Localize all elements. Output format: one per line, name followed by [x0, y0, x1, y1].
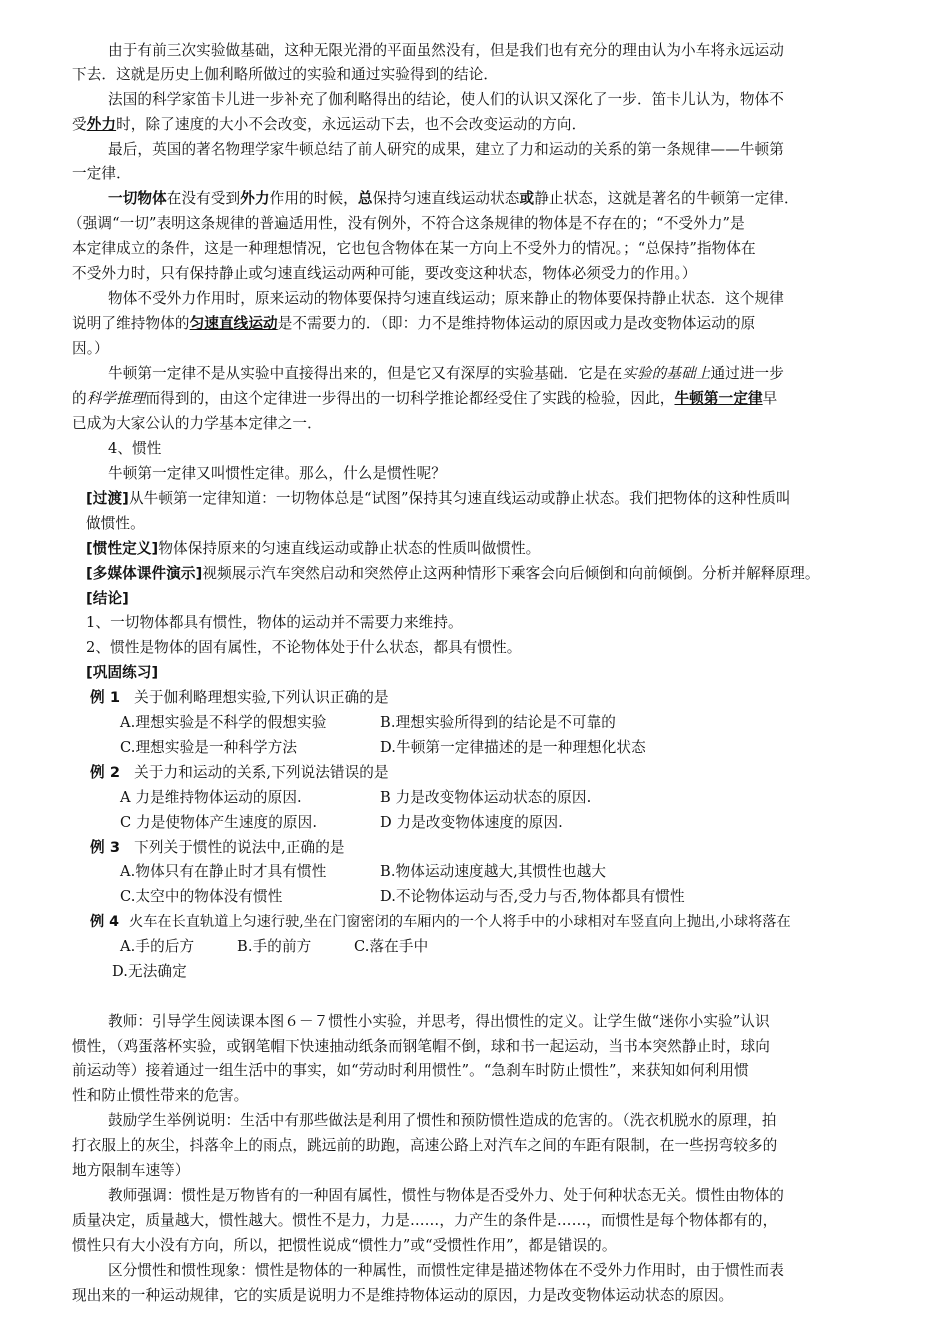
law-line2: （强调“一切”表明这条规律的普遍适用性，没有例外，不符合这条规律的物体是不存在的；“不受外力”是	[68, 215, 745, 232]
text-run: 关于力和运动的关系,下列说法错误的是	[134, 764, 389, 781]
example-3-question	[90, 838, 345, 858]
example-1-option-c: C.理想实验是一种科学方法	[120, 739, 298, 756]
example-3-option-c: C.太空中的物体没有惯性	[120, 888, 283, 905]
example-1-option-a: A.理想实验是不科学的假想实验	[120, 714, 327, 731]
text-run: 说明了维持物体的	[72, 315, 190, 332]
teacher-p1-line3: 前运动等）接着通过一组生活中的事实，如“劳动时利用惯性”。“急刹车时防止惯性”，来获知如何利用惯	[72, 1062, 749, 1079]
text-run: 的	[72, 390, 87, 407]
example-3-option-d: D.不论物体运动与否,受力与否,物体都具有惯性	[380, 888, 685, 905]
basis-line1	[108, 364, 784, 384]
example-2-option-b: B 力是改变物体运动状态的原因.	[380, 789, 592, 806]
example-label: 例 4	[90, 914, 119, 930]
example-4-question	[90, 912, 791, 932]
text-run: 通过进一步	[710, 365, 784, 382]
teacher-p3-line2: 质量决定，质量越大，惯性越大。惯性不是力，力是……，力产生的条件是……，而惯性是每个物体都有的，	[72, 1212, 778, 1229]
explain-line1: 物体不受外力作用时，原来运动的物体要保持匀速直线运动；原来静止的物体要保持静止状态．这个规律	[108, 290, 784, 307]
emphasis-scientific-reasoning: 科学推理	[86, 390, 146, 407]
text-run: 在没有受到	[166, 190, 241, 207]
intro-p3-line1: 最后，英国的著名物理学家牛顿总结了前人研究的成果，建立了力和运动的关系的第一条规律——牛顿第	[108, 141, 784, 158]
teacher-p2-line2: 打衣服上的灰尘，抖落伞上的雨点，跳远前的助跑，高速公路上对汽车之间的车距有限制，在一些拐弯较多的	[72, 1137, 778, 1154]
definition-line	[86, 539, 540, 559]
emphasis-experimental-basis: 实验的基础上	[622, 365, 711, 382]
intro-p2-line1: 法国的科学家笛卡儿进一步补充了伽利略得出的结论，使人们的认识又深化了一步．笛卡儿认为，物体不	[108, 91, 784, 108]
text-run: 牛顿第一定律不是从实验中直接得出来的，但是它又有深厚的实验基础．它是在	[108, 365, 623, 382]
emphasis-always: 总	[357, 190, 373, 207]
conclusion-2: 2、惯性是物体的固有属性，不论物体处于什么状态，都具有惯性。	[86, 639, 522, 656]
teacher-p3-line1: 教师强调：惯性是万物皆有的一种固有属性，惯性与物体是否受外力、处于何种状态无关。惯性由物体的	[108, 1187, 784, 1204]
tag-conclusion: [结论]	[86, 590, 129, 607]
tag-practice: [巩固练习]	[86, 664, 159, 681]
law-line1	[108, 189, 799, 209]
emphasis-external-force: 外力	[240, 190, 270, 207]
example-2-option-c: C 力是使物体产生速度的原因.	[120, 814, 318, 831]
example-4-option-d: D.无法确定	[112, 963, 187, 980]
text-run: 物体保持原来的匀速直线运动或静止状态的性质叫做惯性。	[158, 540, 541, 557]
text-run: 作用的时候，	[269, 190, 358, 207]
text-run: 火车在长直轨道上匀速行驶,坐在门窗密闭的车厢内的一个人将手中的小球相对车竖直向上抛出,小球将落在	[129, 914, 791, 930]
text-run: 关于伽利略理想实验,下列认识正确的是	[134, 689, 389, 706]
example-3-option-a: A.物体只有在静止时才具有惯性	[120, 863, 327, 880]
emphasis-first-law: 牛顿第一定律	[674, 390, 763, 407]
conclusion-1: 1、一切物体都具有惯性，物体的运动并不需要力来维持。	[86, 614, 463, 631]
example-label: 例 2	[90, 764, 121, 781]
example-3-option-b: B.物体运动速度越大,其惯性也越大	[380, 863, 607, 880]
inertia-question: 牛顿第一定律又叫惯性定律。那么，什么是惯性呢？	[108, 465, 446, 482]
text-run: 是不需要力的．（即：力不是维持物体运动的原因或力是改变物体运动的原	[277, 315, 756, 332]
teacher-p1-line1: 教师：引导学生阅读课本图６－７惯性小实验，并思考，得出惯性的定义。让学生做“迷你小实验”认识	[108, 1013, 770, 1030]
example-4-option-a: A.手的后方	[120, 938, 195, 955]
example-2-option-d: D 力是改变物体速度的原因.	[380, 814, 563, 831]
text-run: 保持匀速直线运动状态	[372, 190, 520, 207]
emphasis-or: 或	[519, 190, 535, 207]
teacher-p1-line2: 惯性，（鸡蛋落杯实验，或钢笔帽下快速抽动纸条而钢笔帽不倒，球和书一起运动，当书本突然静止时，球向	[72, 1038, 771, 1055]
basis-line2	[72, 389, 777, 409]
text-run: 受	[72, 116, 87, 133]
tag-definition: [惯性定义]	[86, 540, 159, 557]
example-4-option-b: B.手的前方	[237, 938, 312, 955]
example-label: 例 3	[90, 839, 121, 856]
teacher-p4-line1: 区分惯性和惯性现象：惯性是物体的一种属性，而惯性定律是描述物体在不受外力作用时，由于惯性而表	[108, 1262, 784, 1279]
text-run: 早	[762, 390, 778, 407]
teacher-p4-line2: 现出来的一种运动规律，它的实质是说明力不是维持物体运动的原因，力是改变物体运动状态的原因。	[72, 1287, 734, 1304]
teacher-p3-line3: 惯性只有大小没有方向，所以，把惯性说成“惯性力”或“受惯性作用”，都是错误的。	[72, 1237, 617, 1254]
example-1-option-d: D.牛顿第一定律描述的是一种理想化状态	[380, 739, 646, 756]
example-1-option-b: B.理想实验所得到的结论是不可靠的	[380, 714, 616, 731]
emphasis-uniform-motion: 匀速直线运动	[189, 315, 278, 332]
text-run: 时，除了速度的大小不会改变，永远运动下去，也不会改变运动的方向．	[116, 116, 587, 133]
intro-p3-line2: 一定律．	[72, 165, 131, 182]
example-2-option-a: A 力是维持物体运动的原因.	[120, 789, 302, 806]
text-run: 而得到的，由这个定律进一步得出的一切科学推论都经受住了实践的检验，因此，	[145, 390, 675, 407]
tag-transition: [过渡]	[86, 490, 129, 507]
teacher-p1-line4: 性和防止惯性带来的危害。	[72, 1087, 249, 1104]
example-1-question	[90, 688, 389, 708]
intro-p2-line2	[72, 115, 586, 135]
intro-p1-line1: 由于有前三次实验做基础，这种无限光滑的平面虽然没有，但是我们也有充分的理由认为小车将永远运动	[108, 42, 784, 59]
text-run: 下列关于惯性的说法中,正确的是	[134, 839, 345, 856]
intro-p1-line2: 下去．这就是历史上伽利略所做过的实验和通过实验得到的结论．	[72, 66, 499, 83]
example-label: 例 1	[90, 689, 121, 706]
example-2-question	[90, 763, 389, 783]
media-line	[86, 564, 820, 584]
text-run: 视频展示汽车突然启动和突然停止这两种情形下乘客会向后倾倒和向前倾倒。分析并解释原理。	[202, 565, 820, 582]
text-run: 从牛顿第一定律知道：一切物体总是“试图”保持其匀速直线运动或静止状态。我们把物体的这种性质叫	[128, 490, 791, 507]
emphasis-all-objects: 一切物体	[108, 190, 167, 207]
tag-media: [多媒体课件演示]	[86, 565, 203, 582]
law-line3: 本定律成立的条件，这是一种理想情况，它也包含物体在某一方向上不受外力的情况。；“总保持”指物体在	[72, 240, 756, 257]
teacher-p2-line1: 鼓励学生举例说明：生活中有那些做法是利用了惯性和预防惯性造成的危害的。（洗衣机脱水的原理，拍	[108, 1112, 777, 1129]
law-line4: 不受外力时，只有保持静止或匀速直线运动两种可能，要改变这种状态，物体必须受力的作用。）	[72, 265, 697, 282]
teacher-p2-line3: 地方限制车速等）	[72, 1162, 190, 1179]
explain-line2	[72, 314, 755, 334]
basis-line3: 已成为大家公认的力学基本定律之一．	[72, 415, 322, 432]
transition-line2: 做惯性。	[86, 515, 145, 532]
transition-line1	[86, 489, 791, 509]
example-4-option-c: C.落在手中	[354, 938, 429, 955]
section-heading-inertia: 4、惯性	[108, 440, 162, 457]
explain-line3: 因。）	[72, 340, 109, 357]
text-run: 静止状态，这就是著名的牛顿第一定律．	[534, 190, 799, 207]
emphasis-external-force: 外力	[86, 116, 117, 133]
